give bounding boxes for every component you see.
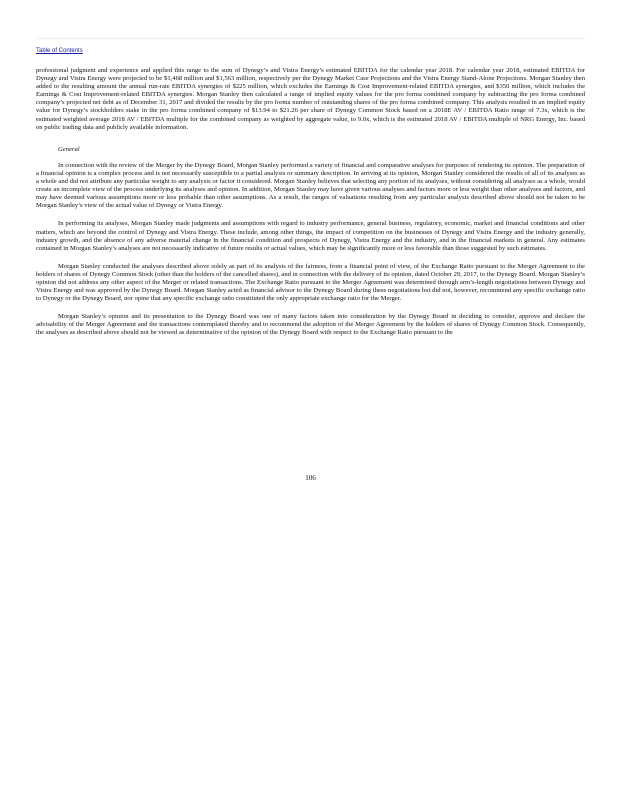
body-text: [36, 67, 585, 348]
paragraph-3: In performing its analyses, Morgan Stanley made judgments and assumptions with regard to industry performance, general business, regulatory, economic, market and financial conditions and other matters, which are beyond the control of Dynegy and Vistra Energy. These include, among other things, the impact of competition on the businesses of Dynegy and Vistra Energy and the industry generally, industry growth, and the absence of any adverse material change in the financial condition and prospects of Dynegy, Vistra Energy and the industry, and in the financial markets in general. Any estimates contained in Morgan Stanley’s analyses are not necessarily indicative of future results or actual values, which may be significantly more or less favorable than those suggested by such estimates.: [36, 220, 585, 252]
paragraph-2: In connection with the review of the Merger by the Dynegy Board, Morgan Stanley performed a variety of financial and comparative analyses for purposes of rendering its opinion. The preparation of a financial opinion is a complex process and is not necessarily susceptible to a partial analysis or summary description. In arriving at its opinion, Morgan Stanley considered the results of all of its analyses as a whole and did not attribute any particular weight to any analysis or factor it considered. Morgan Stanley believes that selecting any portion of its analyses, without considering all analyses as a whole, would create an incomplete view of the process underlying its analyses and opinion. In addition, Morgan Stanley may have given various analyses and factors more or less weight than other analyses and factors, and may have deemed various assumptions more or less probable than other assumptions. As a result, the ranges of valuations resulting from any particular analysis described above should not be taken to be Morgan Stanley’s view of the actual value of Dynegy or Vistra Energy.: [36, 161, 585, 210]
paragraph-5: Morgan Stanley’s opinion and its presentation to the Dynegy Board was one of many factors taken into consideration by the Dynegy Board in deciding to consider, approve and declare the advisability of the Merger Agreement and the transactions contemplated thereby and to recommend the adoption of the Merger Agreement by the holders of shares of Dynegy Common Stock. Consequently, the analyses as described above should not be viewed as determinative of the opinion of the Dynegy Board with respect to the Exchange Ratio pursuant to the: [36, 313, 585, 337]
page-number: 106: [305, 474, 316, 482]
top-divider: [36, 38, 585, 39]
section-heading-general: General: [58, 145, 80, 153]
table-of-contents-link[interactable]: Table of Contents: [36, 48, 83, 54]
paragraph-1: professional judgment and experience and applied this range to the sum of Dynegy’s and Vistra Energy’s estimated EBITDA for the calendar year 2018. For calendar year 2018, estimated EBITDA for Dynegy and Vistra Energy were projected to be $1,468 million and $1,563 million, respectively per the Dynegy Market Case Projections and the Vistra Energy Stand-Alone Projections. Morgan Stanley then added to the resulting amount the annual run-rate EBITDA synergies of $225 million, which excludes the Earnings & Cost Improvement-related EBITDA synergies, and $350 million, which includes the Earnings & Cost Improvement-related EBITDA synergies. Morgan Stanley then calculated a range of implied equity values for the pro forma combined company by subtracting the pro forma combined company’s projected net debt as of December 31, 2017 and divided the results by the pro forma number of outstanding shares of the pro forma combined company. This analysis resulted in an implied equity value for Dynegy’s stockholders stake in the pro forma combined company of $13.94 to $21.26 per share of Dynegy Common Stock based on a 2018E AV / EBITDA Ratio range of 7.3x, which is the estimated weighted average 2018 AV / EBITDA multiple for the combined company as weighted by aggregate value, to 9.0x, which is the estimated 2018 AV / EBITDA multiple of NRG Energy, Inc. based on public trading data and publicly available information.: [36, 67, 585, 131]
paragraph-4: Morgan Stanley conducted the analyses described above solely as part of its analysis of the fairness, from a financial point of view, of the Exchange Ratio pursuant to the Merger Agreement to the holders of shares of Dynegy Common Stock (other than the holders of the cancelled shares), and in connection with the delivery of its opinion, dated October 29, 2017, to the Dynegy Board. Morgan Stanley’s opinion did not address any other aspect of the Merger or related transactions. The Exchange Ratio pursuant to the Merger Agreement was determined through arm’s-length negotiations between Dynegy and Vistra Energy and was approved by the Dynegy Board. Morgan Stanley acted as financial advisor to the Dynegy Board during these negotiations but did not, however, recommend any specific exchange ratio to Dynegy or the Dynegy Board, nor opine that any specific exchange ratio constituted the only appropriate exchange ratio for the Merger.: [36, 262, 585, 303]
